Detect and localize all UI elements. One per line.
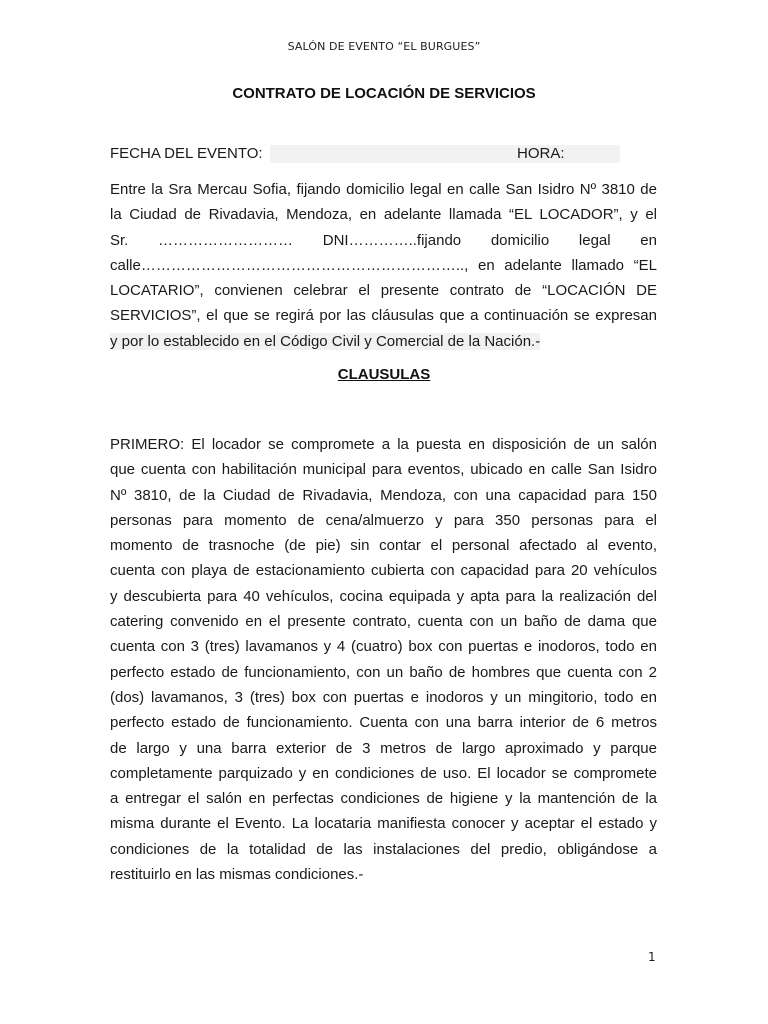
clause-line: perfecto estado de funcionamiento. Cuenta con una barra interior de 6 metros xyxy=(110,714,657,732)
intro-line: la Ciudad de Rivadavia, Mendoza, en adelante llamada “EL LOCADOR”, y el xyxy=(110,206,657,224)
clause-line: cuenta con 3 (tres) lavamanos y 4 (cuatro) box con puertas e inodoros, todo en xyxy=(110,638,657,656)
page-header: SALÓN DE EVENTO “EL BURGUES” xyxy=(287,40,481,53)
clause-line: momento de trasnoche (de pie) sin contar el personal afectado al evento, xyxy=(110,537,657,555)
event-date-row xyxy=(110,145,658,163)
clause-line: (dos) lavamanos, 3 (tres) box con puertas e inodoros y un mingitorio, todo en xyxy=(110,688,657,706)
event-date-field[interactable] xyxy=(270,145,620,163)
intro-line: SERVICIOS”, el que se regirá por las cláusulas que a continuación se expresan xyxy=(110,307,657,325)
intro-line-last xyxy=(110,329,657,354)
event-date-label: FECHA DEL EVENTO: xyxy=(110,145,263,162)
intro-line: LOCATARIO”, convienen celebrar el presente contrato de “LOCACIÓN DE xyxy=(110,282,657,300)
clause-line: misma durante el Evento. La locataria manifiesta conocer y aceptar el estado y xyxy=(110,815,657,833)
clause-line: Nº 3810, de la Ciudad de Rivadavia, Mendoza, con una capacidad para 150 xyxy=(110,486,657,504)
clause-line: PRIMERO: El locador se compromete a la puesta en disposición de un salón xyxy=(110,436,657,453)
intro-line: Sr. ……………………… DNI…………..fijando domicilio legal en xyxy=(110,231,657,249)
clause-line: y descubierta para 40 vehículos, cocina equipada y apta para la realización del xyxy=(110,587,657,605)
clause-line: perfecto estado de funcionamiento, con un baño de hombres que cuenta con 2 xyxy=(110,663,657,681)
intro-line: calle……………………………………………………….., en adelante llamado “EL xyxy=(110,256,657,274)
clause-line: a entregar el salón en perfectas condiciones de higiene y la mantención de la xyxy=(110,790,657,808)
clause-primero-paragraph xyxy=(110,432,657,887)
intro-line-text: y por lo establecido en el Código Civil y Comercial de la Nación.- xyxy=(110,332,541,350)
clause-line: completamente parquizado y en condiciones de uso. El locador se compromete xyxy=(110,764,657,782)
clause-line: que cuenta con habilitación municipal para eventos, ubicado en calle San Isidro xyxy=(110,461,657,479)
clause-line-last: restituirlo en las mismas condiciones.- xyxy=(110,866,364,884)
clause-line: condiciones de la totalidad de las instalaciones del predio, obligándose a xyxy=(110,840,657,858)
clause-line: catering convenido en el presente contrato, cuenta con un baño de dama que xyxy=(110,613,657,631)
event-time-label: HORA: xyxy=(517,145,565,162)
intro-paragraph xyxy=(110,177,657,354)
clause-line: de largo y una barra exterior de 3 metros de largo aproximado y parque xyxy=(110,739,657,757)
clauses-heading: CLAUSULAS xyxy=(337,366,431,383)
intro-line: Entre la Sra Mercau Sofia, fijando domicilio legal en calle San Isidro Nº 3810 de xyxy=(110,181,657,198)
clause-line: cuenta con playa de estacionamiento cubierta con capacidad para 20 vehículos xyxy=(110,562,657,580)
clause-line: personas para momento de cena/almuerzo y para 350 personas para el xyxy=(110,511,657,529)
document-title: CONTRATO DE LOCACIÓN DE SERVICIOS xyxy=(232,85,536,102)
page-number: 1 xyxy=(648,950,656,964)
